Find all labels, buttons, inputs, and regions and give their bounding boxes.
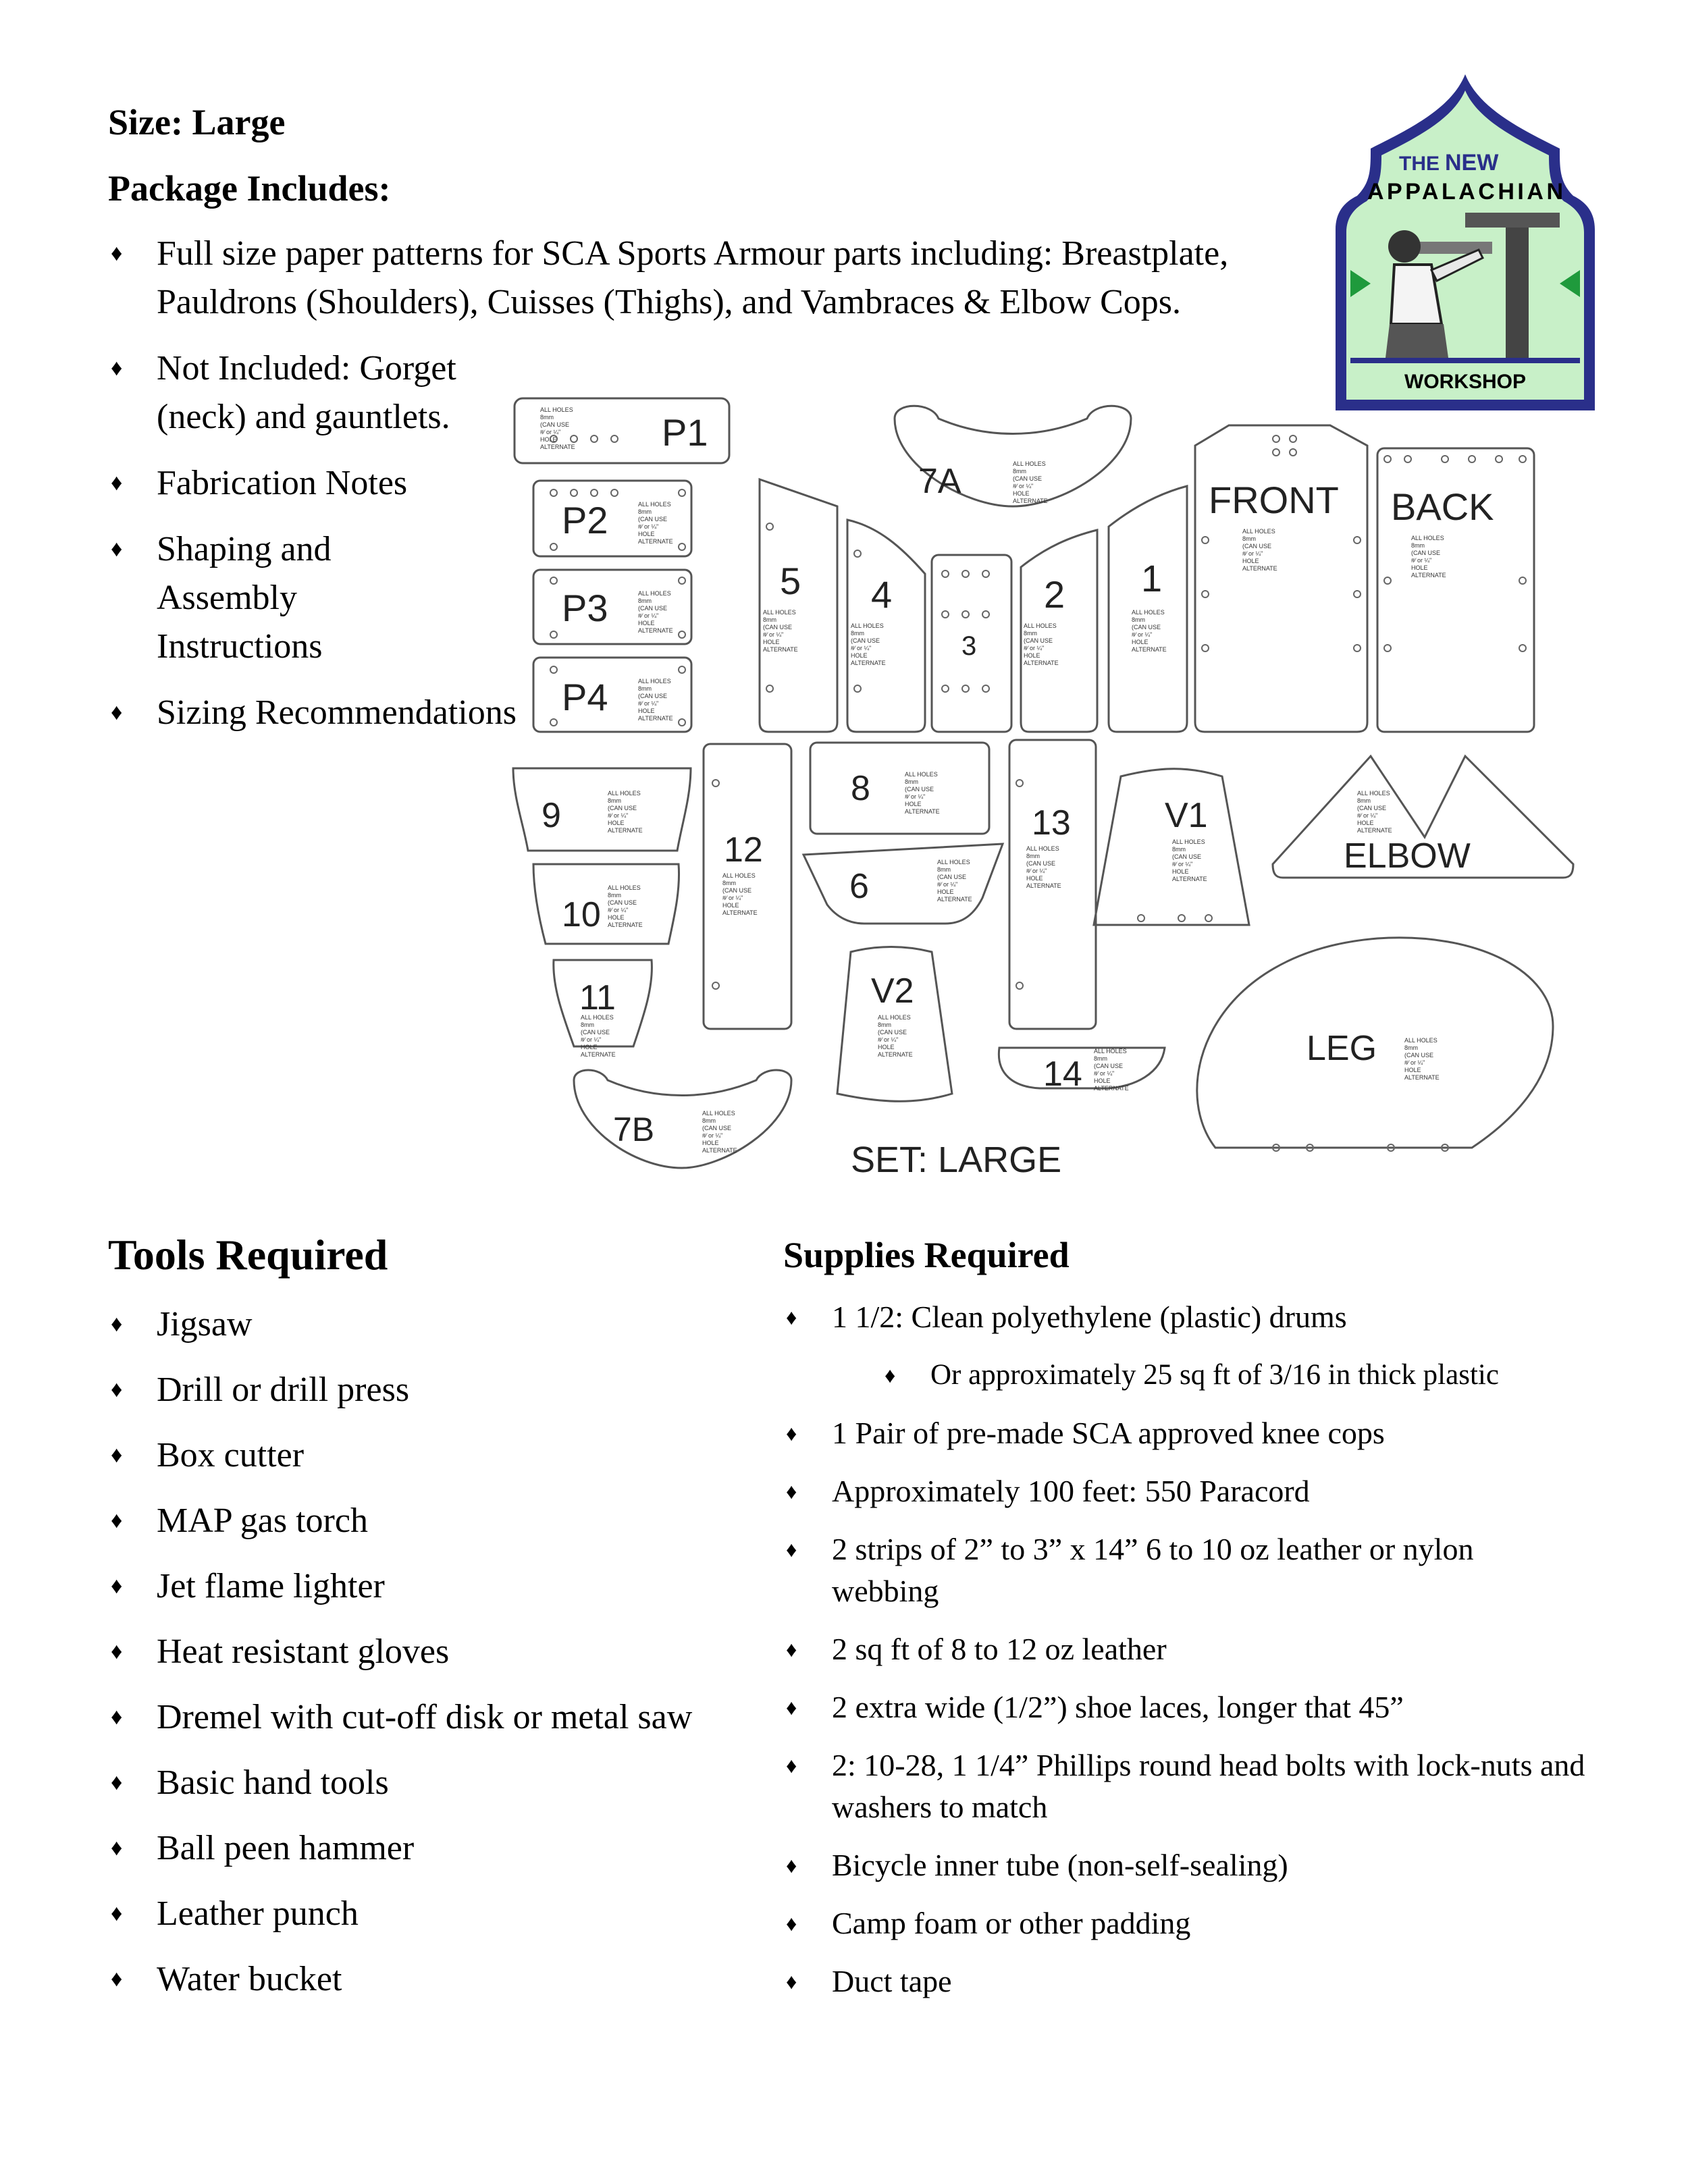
pattern-piece-11 xyxy=(554,960,652,1058)
list-item: ♦ Bicycle inner tube (non-self-sealing) xyxy=(783,1844,1607,1886)
package-item: ♦ Sizing Recommendations xyxy=(108,689,535,737)
pattern-piece-7b xyxy=(574,1070,791,1168)
svg-text:ELBOW: ELBOW xyxy=(1344,836,1471,876)
svg-text:BACK: BACK xyxy=(1391,485,1494,528)
bullet-icon: ♦ xyxy=(111,1639,123,1664)
svg-text:1: 1 xyxy=(1141,557,1163,600)
svg-text:3: 3 xyxy=(961,631,977,661)
svg-text:P2: P2 xyxy=(562,499,608,541)
list-item: ♦ 2: 10-28, 1 1/4” Phillips round head bolts with lock-nuts and washers to match xyxy=(783,1744,1642,1828)
pattern-piece-6 xyxy=(803,844,1003,924)
list-item: ♦ Box cutter xyxy=(108,1431,783,1480)
svg-text:V2: V2 xyxy=(871,971,914,1011)
list-item: ♦ Jigsaw xyxy=(108,1300,783,1349)
tools-heading: Tools Required xyxy=(108,1231,388,1279)
pattern-piece-10 xyxy=(533,864,679,944)
bullet-icon: ♦ xyxy=(111,471,123,496)
pattern-piece-back xyxy=(1377,448,1534,732)
svg-text:5: 5 xyxy=(780,560,801,602)
svg-text:9: 9 xyxy=(542,796,561,835)
list-item: ♦ Leather punch xyxy=(108,1890,783,1938)
bullet-icon: ♦ xyxy=(111,1705,123,1730)
svg-text:4: 4 xyxy=(871,573,893,616)
bullet-icon: ♦ xyxy=(786,1853,797,1877)
svg-text:12: 12 xyxy=(724,830,763,870)
list-item: ♦ Duct tape xyxy=(783,1961,1607,2002)
list-item: ♦ MAP gas torch xyxy=(108,1497,783,1545)
svg-text:7A: 7A xyxy=(918,462,961,501)
bullet-icon: ♦ xyxy=(885,1363,896,1387)
svg-text:FRONT: FRONT xyxy=(1209,479,1339,521)
list-item: ♦ Or approximately 25 sq ft of 3/16 in thick plastic xyxy=(783,1354,1607,1396)
list-item: ♦ Basic hand tools xyxy=(108,1759,783,1807)
logo-appalachian-text: APPALACHIAN xyxy=(1367,179,1563,205)
svg-text:P4: P4 xyxy=(562,676,608,718)
svg-text:8: 8 xyxy=(851,769,870,808)
pattern-piece-7a xyxy=(895,406,1131,506)
bullet-icon: ♦ xyxy=(111,1312,123,1337)
bullet-icon: ♦ xyxy=(111,700,123,725)
bullet-icon: ♦ xyxy=(786,1637,797,1661)
package-heading: Package Includes: xyxy=(108,168,391,209)
list-item: ♦ Drill or drill press xyxy=(108,1366,783,1414)
pattern-piece-5 xyxy=(760,479,837,732)
pattern-piece-4 xyxy=(847,520,925,732)
list-item: ♦ 1 1/2: Clean polyethylene (plastic) drums xyxy=(783,1296,1607,1338)
bullet-icon: ♦ xyxy=(111,1967,123,1992)
list-item: ♦ Heat resistant gloves xyxy=(108,1628,783,1676)
pattern-piece-3 xyxy=(932,555,1011,732)
pattern-piece-elbow xyxy=(1273,756,1573,878)
bullet-icon: ♦ xyxy=(111,1377,123,1402)
logo-new-text: NEW xyxy=(1445,150,1499,176)
list-item: ♦ Camp foam or other padding xyxy=(783,1902,1607,1944)
pattern-piece-leg xyxy=(1197,938,1553,1148)
svg-text:2: 2 xyxy=(1044,573,1065,616)
bullet-icon: ♦ xyxy=(786,1969,797,1994)
bullet-icon: ♦ xyxy=(786,1479,797,1503)
list-item: ♦ Water bucket xyxy=(108,1955,783,2004)
bullet-icon: ♦ xyxy=(786,1753,797,1778)
list-item: ♦ Dremel with cut-off disk or metal saw xyxy=(108,1693,783,1742)
supplies-list xyxy=(783,1296,1607,2002)
list-item: ♦ 1 Pair of pre-made SCA approved knee cops xyxy=(783,1412,1607,1454)
workshop-logo xyxy=(1330,68,1600,419)
svg-text:LEG: LEG xyxy=(1307,1029,1377,1068)
list-item: ♦ Ball peen hammer xyxy=(108,1824,783,1873)
list-item: ♦ 2 strips of 2” to 3” x 14” 6 to 10 oz leather or nylon webbing xyxy=(783,1528,1568,1612)
set-label: SET: LARGE xyxy=(851,1140,1062,1180)
bullet-icon: ♦ xyxy=(111,1770,123,1795)
bullet-icon: ♦ xyxy=(786,1421,797,1445)
size-label: Size: Large xyxy=(108,102,286,142)
pattern-piece-v2 xyxy=(837,947,952,1102)
svg-text:13: 13 xyxy=(1032,803,1071,843)
package-item: ♦ Fabrication Notes xyxy=(108,459,535,508)
bullet-icon: ♦ xyxy=(786,1695,797,1720)
package-item: ♦ Shaping and Assembly Instructions xyxy=(108,525,400,671)
bullet-icon: ♦ xyxy=(111,1574,123,1599)
list-item: ♦ Approximately 100 feet: 550 Paracord xyxy=(783,1470,1607,1512)
package-item: ♦ Not Included: Gorget (neck) and gauntlets. xyxy=(108,344,535,442)
bullet-icon: ♦ xyxy=(786,1911,797,1936)
svg-text:P1: P1 xyxy=(662,411,708,454)
bullet-icon: ♦ xyxy=(111,1836,123,1861)
supplies-heading: Supplies Required xyxy=(783,1235,1070,1275)
bullet-icon: ♦ xyxy=(111,537,123,562)
package-item: ♦ Full size paper patterns for SCA Sports Armour parts including: Breastplate, Pauldrons (Shoulders), Cuisses (Thighs), and Vambraces & Elbow Cops. xyxy=(108,230,1364,327)
svg-text:11: 11 xyxy=(579,978,616,1017)
svg-text:7B: 7B xyxy=(613,1111,655,1148)
bullet-icon: ♦ xyxy=(111,1508,123,1533)
bullet-icon: ♦ xyxy=(111,356,123,381)
bullet-icon: ♦ xyxy=(786,1537,797,1562)
pattern-piece-1 xyxy=(1109,486,1187,732)
pattern-diagram: ALL HOLES 8mm (CAN USE #⁄ or ¼" HOLE ALTERNATE P1 P2 P3 P4 7A 5 4 3 2 1 FRONT BACK 9 12 8 13 V1 ELBOW 6 10 11 V2 14 LEG 7B SET: LARGE xyxy=(500,378,1607,1188)
svg-text:14: 14 xyxy=(1043,1055,1082,1094)
svg-text:P3: P3 xyxy=(562,587,608,629)
pattern-piece-9 xyxy=(513,768,691,851)
pattern-piece-front xyxy=(1195,425,1367,732)
svg-text:6: 6 xyxy=(849,867,869,906)
bullet-icon: ♦ xyxy=(111,1443,123,1468)
pattern-piece-v1 xyxy=(1094,769,1249,925)
logo-the-text: THE xyxy=(1399,153,1440,175)
bullet-icon: ♦ xyxy=(111,1901,123,1926)
pattern-piece-2 xyxy=(1021,530,1097,732)
list-item: ♦ Jet flame lighter xyxy=(108,1562,783,1611)
tools-list xyxy=(108,1300,783,2004)
bullet-icon: ♦ xyxy=(111,241,123,266)
list-item: ♦ 2 sq ft of 8 to 12 oz leather xyxy=(783,1628,1607,1670)
svg-text:V1: V1 xyxy=(1165,796,1208,835)
pattern-piece-8 xyxy=(810,743,989,834)
list-item: ♦ 2 extra wide (1/2”) shoe laces, longer that 45” xyxy=(783,1686,1607,1728)
pattern-piece-14 xyxy=(999,1048,1165,1094)
pattern-piece-p1 xyxy=(515,398,729,463)
logo-workshop-text: WORKSHOP xyxy=(1404,371,1526,393)
bullet-icon: ♦ xyxy=(786,1305,797,1329)
svg-text:10: 10 xyxy=(562,895,601,934)
